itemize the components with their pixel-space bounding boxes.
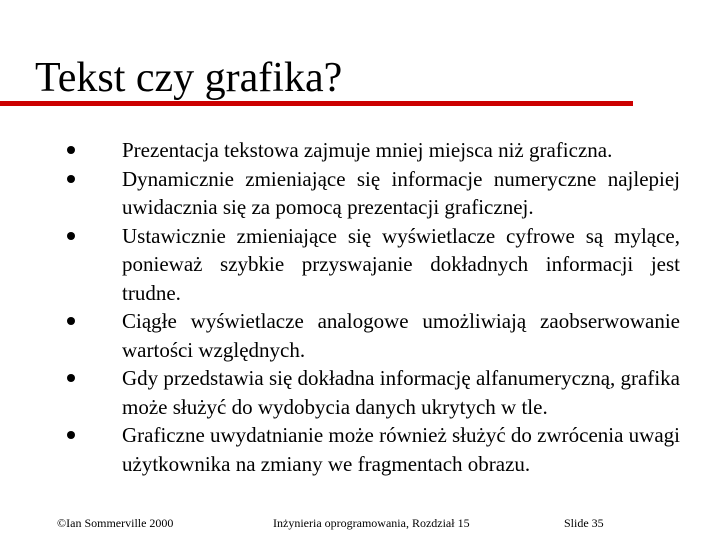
slide-title: Tekst czy grafika?: [35, 55, 343, 101]
footer-course-title: Inżynieria oprogramowania, Rozdział 15: [273, 516, 470, 530]
bullet-dot-icon: [67, 232, 75, 240]
bullet-item: [0, 421, 720, 478]
bullet-item: [0, 364, 720, 421]
footer-copyright: ©Ian Sommerville 2000: [57, 516, 174, 530]
bullet-text: Ustawicznie zmieniające się wyświetlacze cyfrowe są mylące, ponieważ szybkie przyswajanie dokładnych informacji jest trudne.: [122, 223, 680, 305]
bullet-dot-icon: [67, 175, 75, 183]
bullet-text: Ciągłe wyświetlacze analogowe umożliwiają zaobserwowanie wartości względnych.: [122, 309, 680, 362]
bullet-text: Prezentacja tekstowa zajmuje mniej miejsca niż graficzna.: [122, 138, 613, 162]
bullet-text: Dynamicznie zmieniające się informacje numeryczne najlepiej uwidacznia się za pomocą prezentacji graficznej.: [122, 166, 680, 219]
title-underline: [0, 101, 633, 106]
bullet-item: [0, 136, 720, 165]
footer-slide-number: Slide 35: [564, 516, 604, 530]
bullet-dot-icon: [67, 317, 75, 325]
bullet-list: [0, 136, 720, 478]
bullet-item: [0, 307, 720, 364]
bullet-item: [0, 165, 720, 222]
bullet-dot-icon: [67, 146, 75, 154]
bullet-item: [0, 222, 720, 308]
bullet-dot-icon: [67, 374, 75, 382]
bullet-text: Graficzne uwydatnianie może również służyć do zwrócenia uwagi użytkownika na zmiany we fragmentach obrazu.: [122, 423, 681, 476]
bullet-dot-icon: [67, 431, 75, 439]
bullet-text: Gdy przedstawia się dokładna informację alfanumeryczną, grafika może służyć do wydobycia danych ukrytych w tle.: [122, 366, 680, 419]
